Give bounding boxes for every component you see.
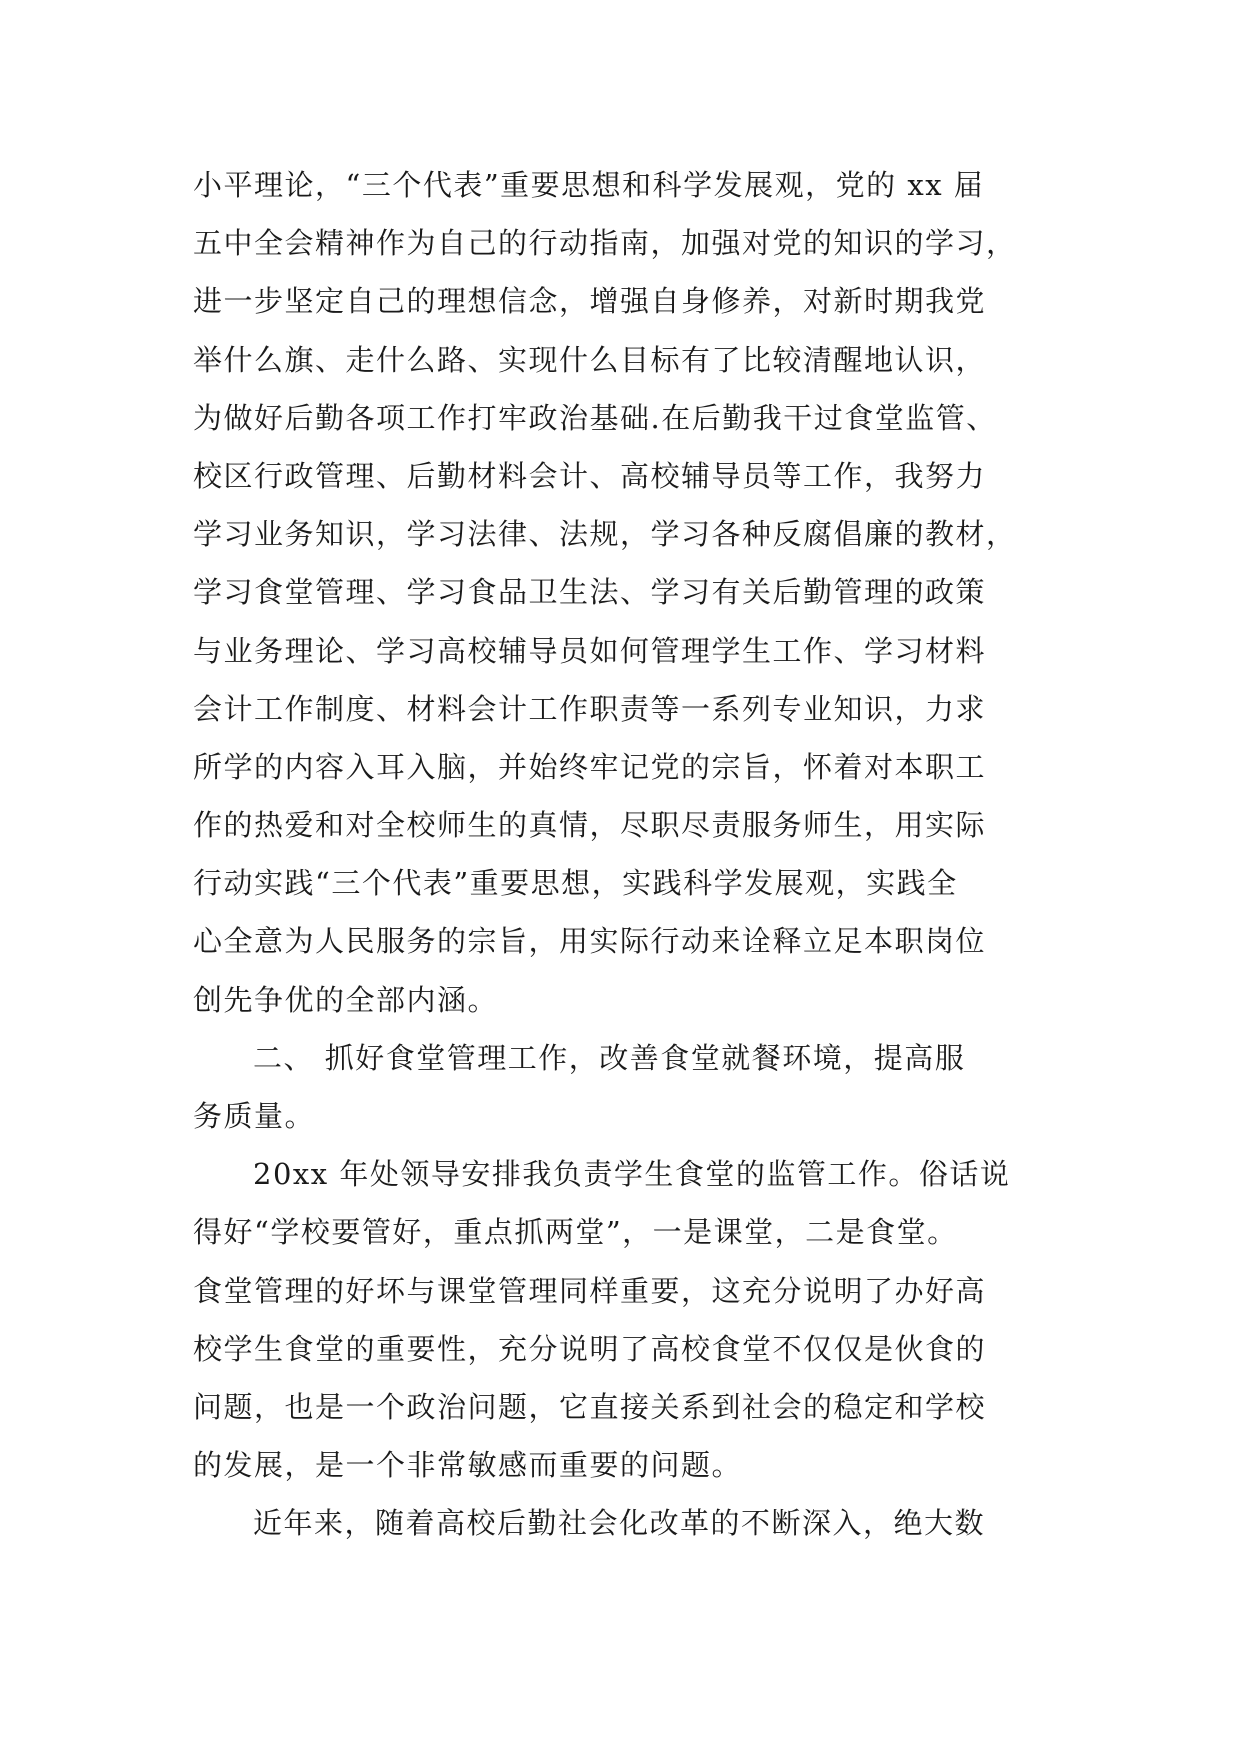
text-line: 五中全会精神作为自己的行动指南，加强对党的知识的学习， xyxy=(193,226,1017,261)
text-line: 校学生食堂的重要性，充分说明了高校食堂不仅仅是伙食的 xyxy=(193,1331,987,1366)
text-line: 得好“学校要管好，重点抓两堂”，一是课堂，二是食堂。 xyxy=(193,1215,958,1250)
paragraph-start-line: 20xx 年处领导安排我负责学生食堂的监管工作。俗话说 xyxy=(253,1157,1011,1192)
text-line: 校区行政管理、后勤材料会计、高校辅导员等工作，我努力 xyxy=(193,458,987,493)
text-line: 作的热爱和对全校师生的真情，尽职尽责服务师生，用实际 xyxy=(193,808,987,843)
paragraph-start-line: 近年来，随着高校后勤社会化改革的不断深入，绝大数 xyxy=(253,1506,986,1541)
body-text xyxy=(193,156,1093,1553)
section-heading-line: 务质量。 xyxy=(193,1099,316,1133)
text-line: 食堂管理的好坏与课堂管理同样重要，这充分说明了办好高 xyxy=(193,1273,987,1308)
text-line: 心全意为人民服务的宗旨，用实际行动来诠释立足本职岗位 xyxy=(193,924,987,959)
text-line: 与业务理论、学习高校辅导员如何管理学生工作、学习材料 xyxy=(193,633,987,668)
text-line: 创先争优的全部内涵。 xyxy=(193,982,499,1017)
text-line: 会计工作制度、材料会计工作职责等一系列专业知识，力求 xyxy=(193,691,987,726)
text-line: 所学的内容入耳入脑，并始终牢记党的宗旨，怀着对本职工 xyxy=(193,749,987,784)
text-line: 学习食堂管理、学习食品卫生法、学习有关后勤管理的政策 xyxy=(193,575,987,610)
text-line: 进一步坚定自己的理想信念，增强自身修养，对新时期我党 xyxy=(193,284,987,319)
text-line: 的发展，是一个非常敏感而重要的问题。 xyxy=(193,1448,743,1483)
text-line: 行动实践“三个代表”重要思想，实践科学发展观，实践全 xyxy=(193,866,958,901)
section-heading-line: 二、 抓好食堂管理工作，改善食堂就餐环境，提高服 xyxy=(253,1040,966,1075)
text-line: 学习业务知识，学习法律、法规，学习各种反腐倡廉的教材， xyxy=(193,517,1017,552)
text-line: 为做好后勤各项工作打牢政治基础.在后勤我干过食堂监管、 xyxy=(193,400,997,435)
text-line: 问题，也是一个政治问题，它直接关系到社会的稳定和学校 xyxy=(193,1389,987,1424)
text-line: 举什么旗、走什么路、实现什么目标有了比较清醒地认识， xyxy=(193,342,987,377)
text-line: 小平理论，“三个代表”重要思想和科学发展观，党的 xx 届 xyxy=(193,168,985,202)
